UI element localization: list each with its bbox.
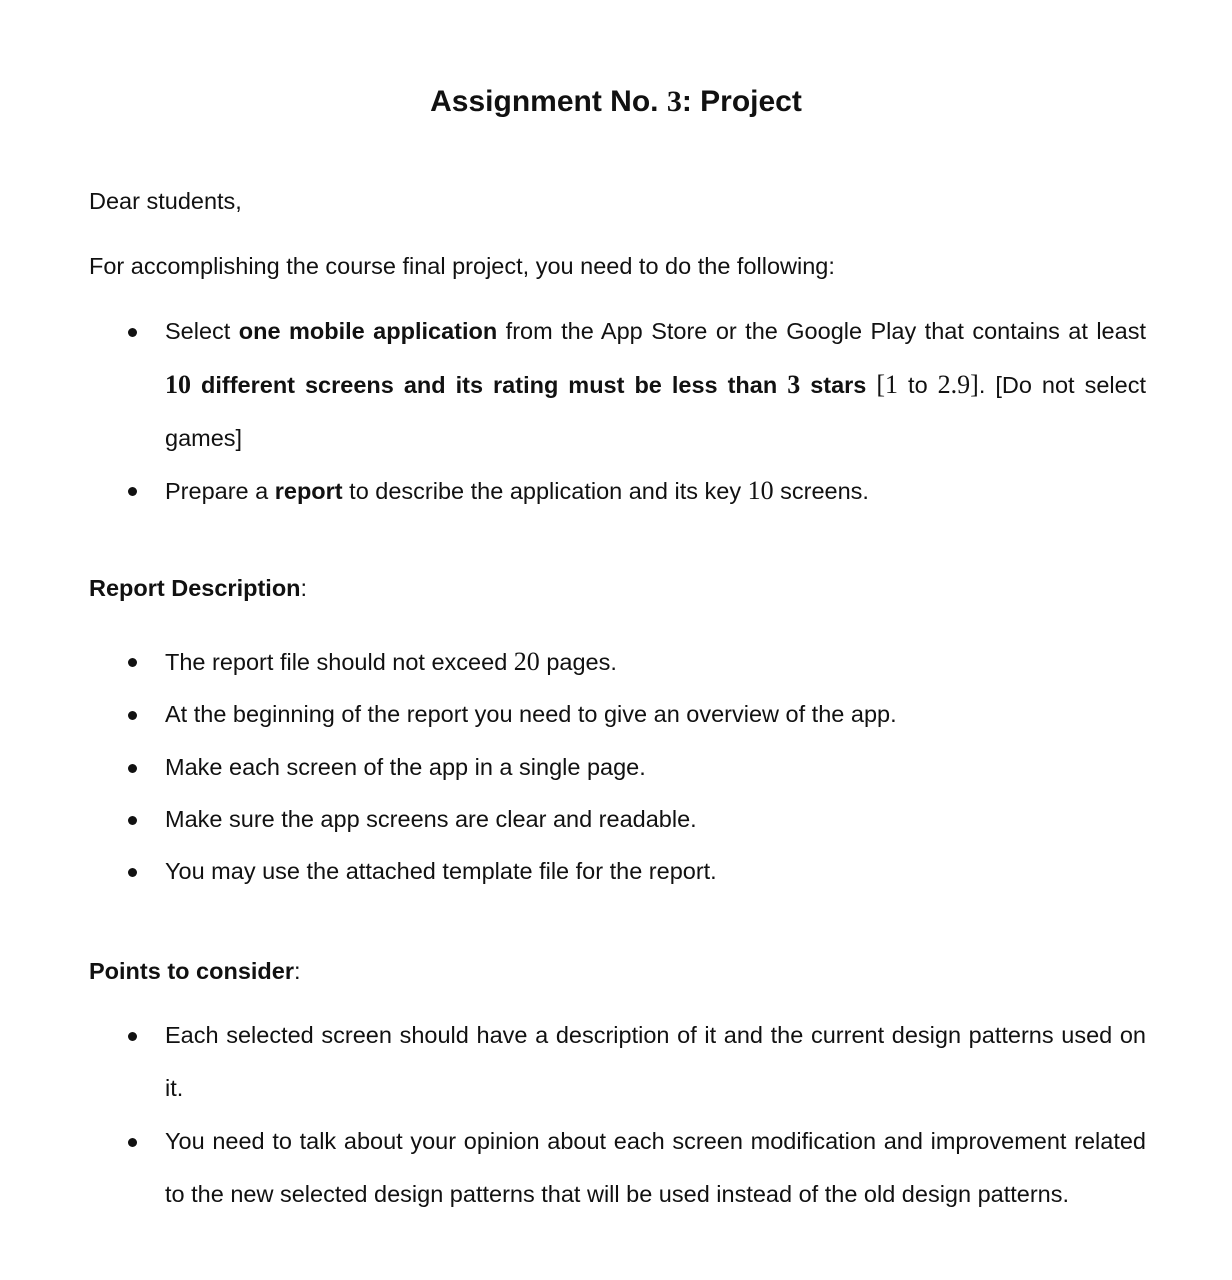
greeting: Dear students, bbox=[89, 188, 242, 214]
bullet-icon bbox=[128, 1138, 137, 1147]
title-suffix: : Project bbox=[681, 85, 802, 118]
intro-paragraph: For accomplishing the course final project, you need to do the following: bbox=[89, 253, 835, 279]
bullet-icon bbox=[128, 868, 137, 877]
task-select-app: Select one mobile application from the App Store or the Google Play that contains at least 10 different screens and its rating must be less than 3 stars [1 to 2.9]. [Do not select games] bbox=[165, 318, 1146, 451]
report-item-page-limit: The report file should not exceed 20 pages. bbox=[165, 647, 617, 676]
report-item-readable: Make sure the app screens are clear and readable. bbox=[165, 806, 697, 832]
assignment-number: 3 bbox=[666, 85, 682, 118]
bullet-icon bbox=[128, 816, 137, 825]
report-description-heading: Report Description: bbox=[89, 575, 308, 601]
report-item-single-page: Make each screen of the app in a single page. bbox=[165, 754, 646, 780]
page-title bbox=[0, 82, 1232, 122]
bullet-icon bbox=[128, 658, 137, 667]
bullet-icon bbox=[128, 1032, 137, 1041]
report-item-overview: At the beginning of the report you need to give an overview of the app. bbox=[165, 701, 897, 727]
bullet-icon bbox=[128, 487, 137, 496]
title-text: Assignment No. bbox=[430, 85, 667, 118]
bullet-icon bbox=[128, 711, 137, 720]
task-prepare-report: Prepare a report to describe the application and its key 10 screens. bbox=[165, 476, 869, 505]
bullet-icon bbox=[128, 328, 137, 337]
bullet-icon bbox=[128, 764, 137, 773]
point-description: Each selected screen should have a description of it and the current design patterns used on it. bbox=[165, 1022, 1146, 1101]
points-heading: Points to consider: bbox=[89, 958, 301, 984]
report-item-template: You may use the attached template file for the report. bbox=[165, 858, 717, 884]
point-opinion: You need to talk about your opinion about each screen modification and improvement related to the new selected design patterns that will be used instead of the old design patterns. bbox=[165, 1128, 1146, 1207]
